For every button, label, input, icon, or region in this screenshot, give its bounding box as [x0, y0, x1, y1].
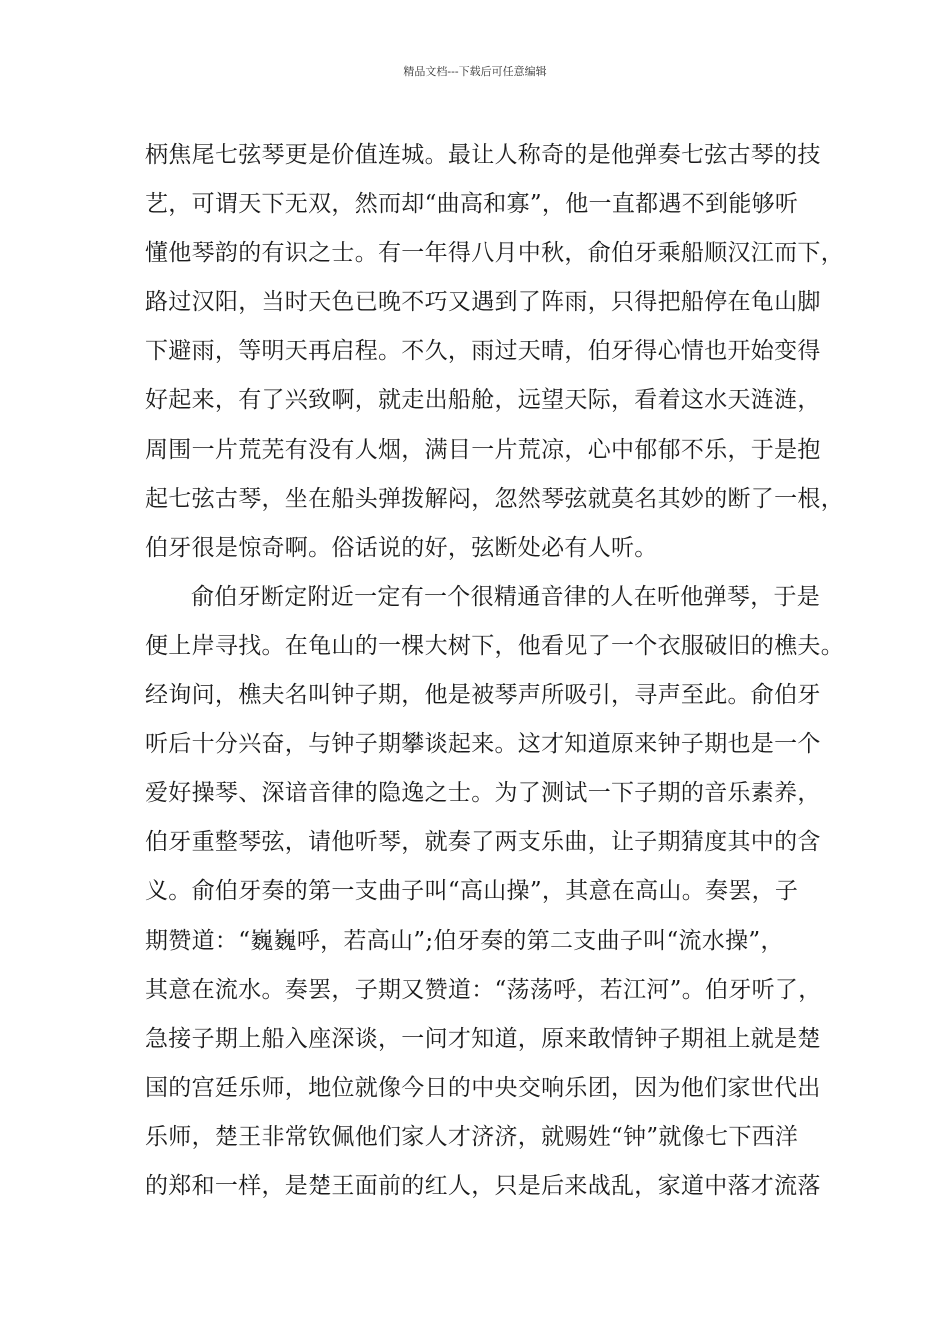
page-header: 精品文档---下载后可任意编辑	[403, 65, 547, 78]
text-line: 艺，可谓天下无双，然而却“曲高和寡”，他一直都遇不到能够听	[145, 191, 799, 218]
text-line: 急接子期上船入座深谈，一问才知道，原来敢情钟子期祖上就是楚	[145, 1025, 821, 1052]
text-line: 下避雨，等明天再启程。不久，雨过天晴，伯牙得心情也开始变得	[145, 338, 821, 365]
text-line: 懂他琴韵的有识之士。有一年得八月中秋，俞伯牙乘船顺汉江而下，	[145, 240, 844, 267]
text-line: 乐师，楚王非常钦佩他们家人才济济，就赐姓“钟”就像七下西洋	[145, 1123, 799, 1150]
text-line: 伯牙很是惊奇啊。俗话说的好，弦断处必有人听。	[145, 534, 658, 561]
text-line: 期赞道：“巍巍呼，若高山”;伯牙奏的第二支曲子叫“流水操”，	[145, 927, 784, 954]
document-body	[145, 131, 844, 1211]
text-line: 好起来，有了兴致啊，就走出船舱，远望天际，看着这水天涟涟，	[145, 387, 821, 414]
text-line: 便上岸寻找。在龟山的一棵大树下，他看见了一个衣服破旧的樵夫。	[145, 632, 844, 659]
paragraph-1	[145, 131, 844, 573]
text-line: 起七弦古琴，坐在船头弹拨解闷，忽然琴弦就莫名其妙的断了一根，	[145, 485, 844, 512]
text-line: 柄焦尾七弦琴更是价值连城。最让人称奇的是他弹奏七弦古琴的技	[145, 142, 821, 168]
paragraph-2	[145, 573, 844, 1211]
text-line: 其意在流水。奏罢，子期又赞道：“荡荡呼，若江河”。伯牙听了，	[145, 976, 822, 1003]
text-line: 义。俞伯牙奏的第一支曲子叫“高山操”，其意在高山。奏罢，子	[145, 878, 799, 905]
text-line: 的郑和一样，是楚王面前的红人，只是后来战乱，家道中落才流落	[145, 1172, 821, 1199]
text-line: 听后十分兴奋，与钟子期攀谈起来。这才知道原来钟子期也是一个	[145, 731, 821, 758]
text-line: 路过汉阳，当时天色已晚不巧又遇到了阵雨，只得把船停在龟山脚	[145, 289, 821, 316]
text-line: 经询问，樵夫名叫钟子期，他是被琴声所吸引，寻声至此。俞伯牙	[145, 682, 821, 709]
text-line: 俞伯牙断定附近一定有一个很精通音律的人在听他弹琴，于是	[191, 583, 821, 610]
text-line: 爱好操琴、深谙音律的隐逸之士。为了测试一下子期的音乐素养，	[145, 780, 821, 807]
text-line: 周围一片荒芜有没有人烟，满目一片荒凉，心中郁郁不乐，于是抱	[145, 436, 821, 463]
text-line: 国的宫廷乐师，地位就像今日的中央交响乐团，因为他们家世代出	[145, 1074, 821, 1101]
text-line: 伯牙重整琴弦，请他听琴，就奏了两支乐曲，让子期猜度其中的含	[145, 829, 821, 856]
